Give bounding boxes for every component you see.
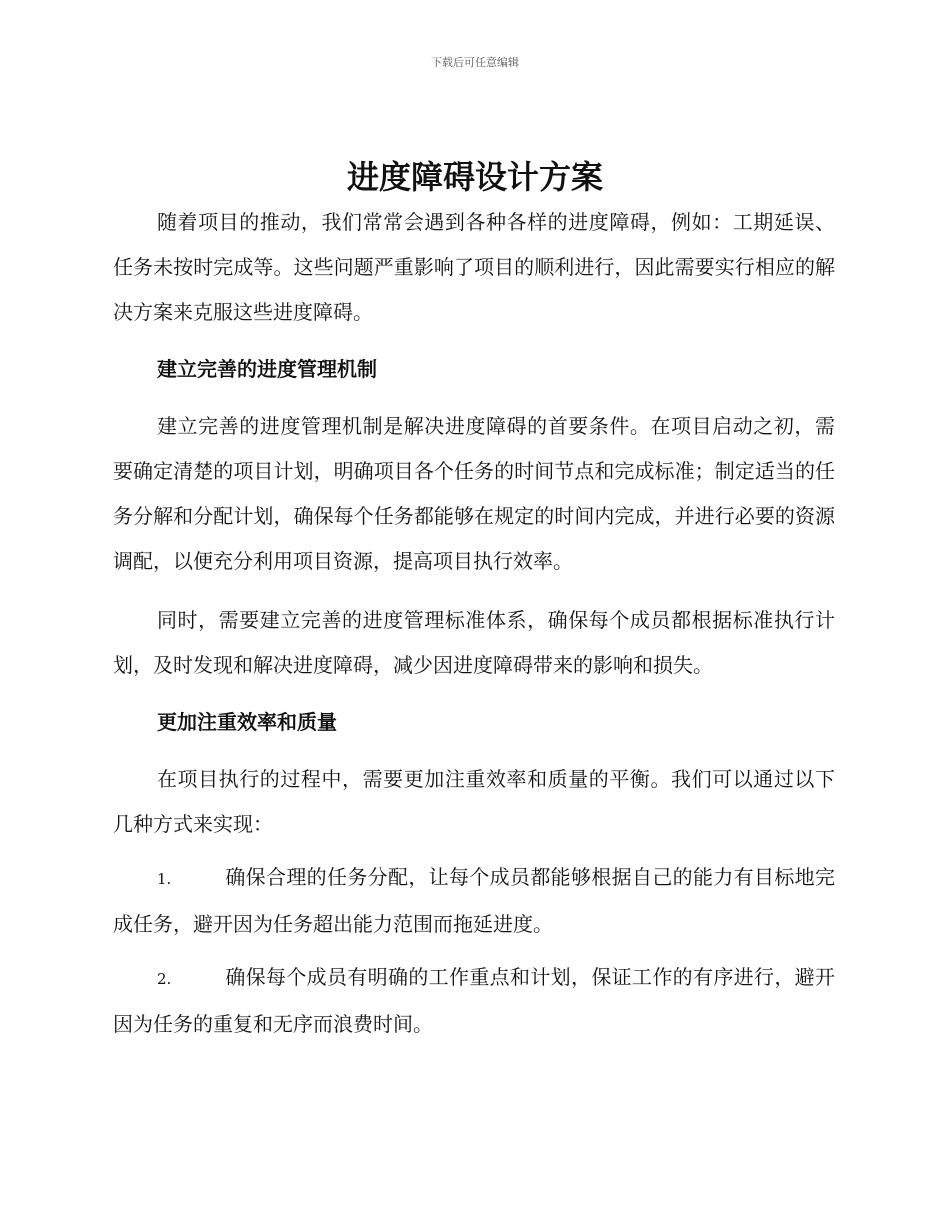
- section-heading-efficiency: 更加注重效率和质量: [157, 710, 337, 734]
- list-item: [113, 855, 835, 947]
- mechanism-paragraph-1: 建立完善的进度管理机制是解决进度障碍的首要条件。在项目启动之初，需要确定清楚的项目计划，明确项目各个任务的时间节点和完成标准；制定适当的任务分解和分配计划，确保每个任务都能够在规定的时间内完成，并进行必要的资源调配，以便充分利用项目资源，提高项目执行效率。: [113, 414, 835, 573]
- header-note: 下载后可任意编辑: [431, 56, 519, 69]
- list-item-number: 2.: [157, 970, 172, 988]
- page-title: 进度障碍设计方案: [346, 158, 603, 196]
- intro-paragraph: 随着项目的推动，我们常常会遇到各种各样的进度障碍，例如：工期延误、任务未按时完成等。这些问题严重影响了项目的顺利进行，因此需要实行相应的解决方案来克服这些进度障碍。: [113, 210, 835, 324]
- section-heading-mechanism: 建立完善的进度管理机制: [157, 357, 377, 381]
- list-item-text: 确保合理的任务分配，让每个成员都能够根据自己的能力有目标地完成任务，避开因为任务超出能力范围而拖延进度。: [113, 865, 835, 936]
- efficiency-paragraph: 在项目执行的过程中，需要更加注重效率和质量的平衡。我们可以通过以下几种方式来实现：: [113, 767, 835, 836]
- document-body: [113, 200, 835, 1055]
- list-item-text: 确保每个成员有明确的工作重点和计划，保证工作的有序进行，避开因为任务的重复和无序而浪费时间。: [113, 965, 835, 1036]
- list-item-number: 1.: [157, 870, 172, 888]
- list-item: [113, 955, 835, 1047]
- mechanism-paragraph-2: 同时，需要建立完善的进度管理标准体系，确保每个成员都根据标准执行计划，及时发现和解决进度障碍，减少因进度障碍带来的影响和损失。: [113, 608, 835, 677]
